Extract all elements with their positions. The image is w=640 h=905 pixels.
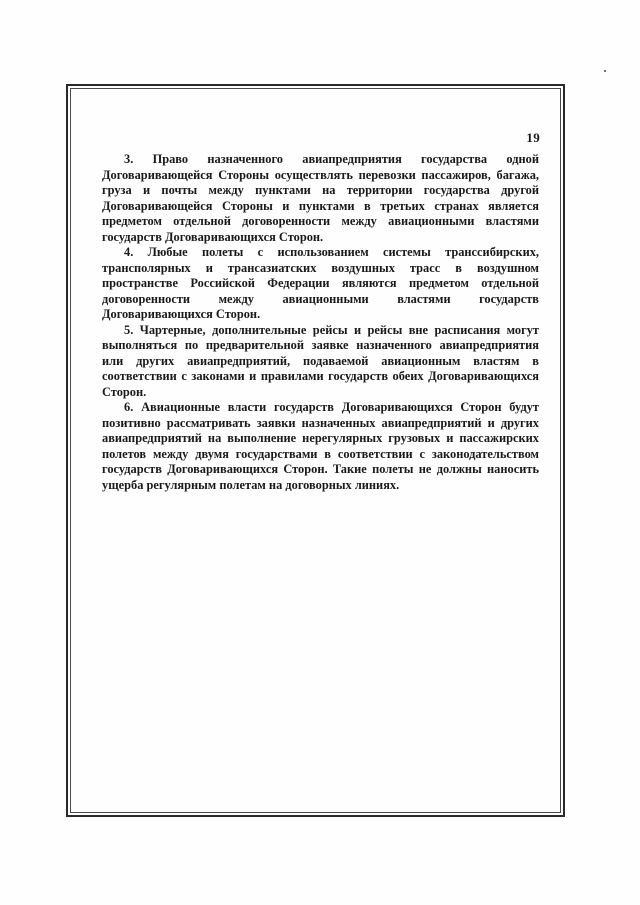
- paragraph-5: 5. Чартерные, дополнительные рейсы и рейсы вне расписания могут выполняться по предварительной заявке назначенного авиапредприятия или других авиапредприятий, подаваемой авиационным властям в соответствии с законами и правилами государств обеих Договаривающихся Сторон.: [102, 322, 539, 399]
- scan-speck: [604, 70, 606, 72]
- paragraph-6: 6. Авиационные власти государств Договаривающихся Сторон будут позитивно рассматривать заявки назначенных авиапредприятий и других авиапредприятий на выполнение нерегулярных грузовых и пассажирских полетов между двумя государствами в соответствии с законодательством государств Договаривающихся Сторон. Такие полеты не должны наносить ущерба регулярным полетам на договорных линиях.: [102, 400, 539, 492]
- document-body: [102, 152, 539, 493]
- paragraph-4: 4. Любые полеты с использованием системы транссибирских, трансполярных и трансазиатских воздушных трасс в воздушном пространстве Российской Федерации являются предметом отдельной договоренности между авиационными властями государств Договаривающихся Сторон.: [102, 245, 539, 321]
- page-number: 19: [526, 130, 540, 145]
- paragraph-3: 3. Право назначенного авиапредприятия государства одной Договаривающейся Стороны осуществлять перевозки пассажиров, багажа, груза и почты между пунктами на территории государства другой Договаривающейся Стороны и пунктами в третьих странах является предметом отдельной договоренности между авиационными властями государств Договаривающихся Сторон.: [102, 152, 539, 244]
